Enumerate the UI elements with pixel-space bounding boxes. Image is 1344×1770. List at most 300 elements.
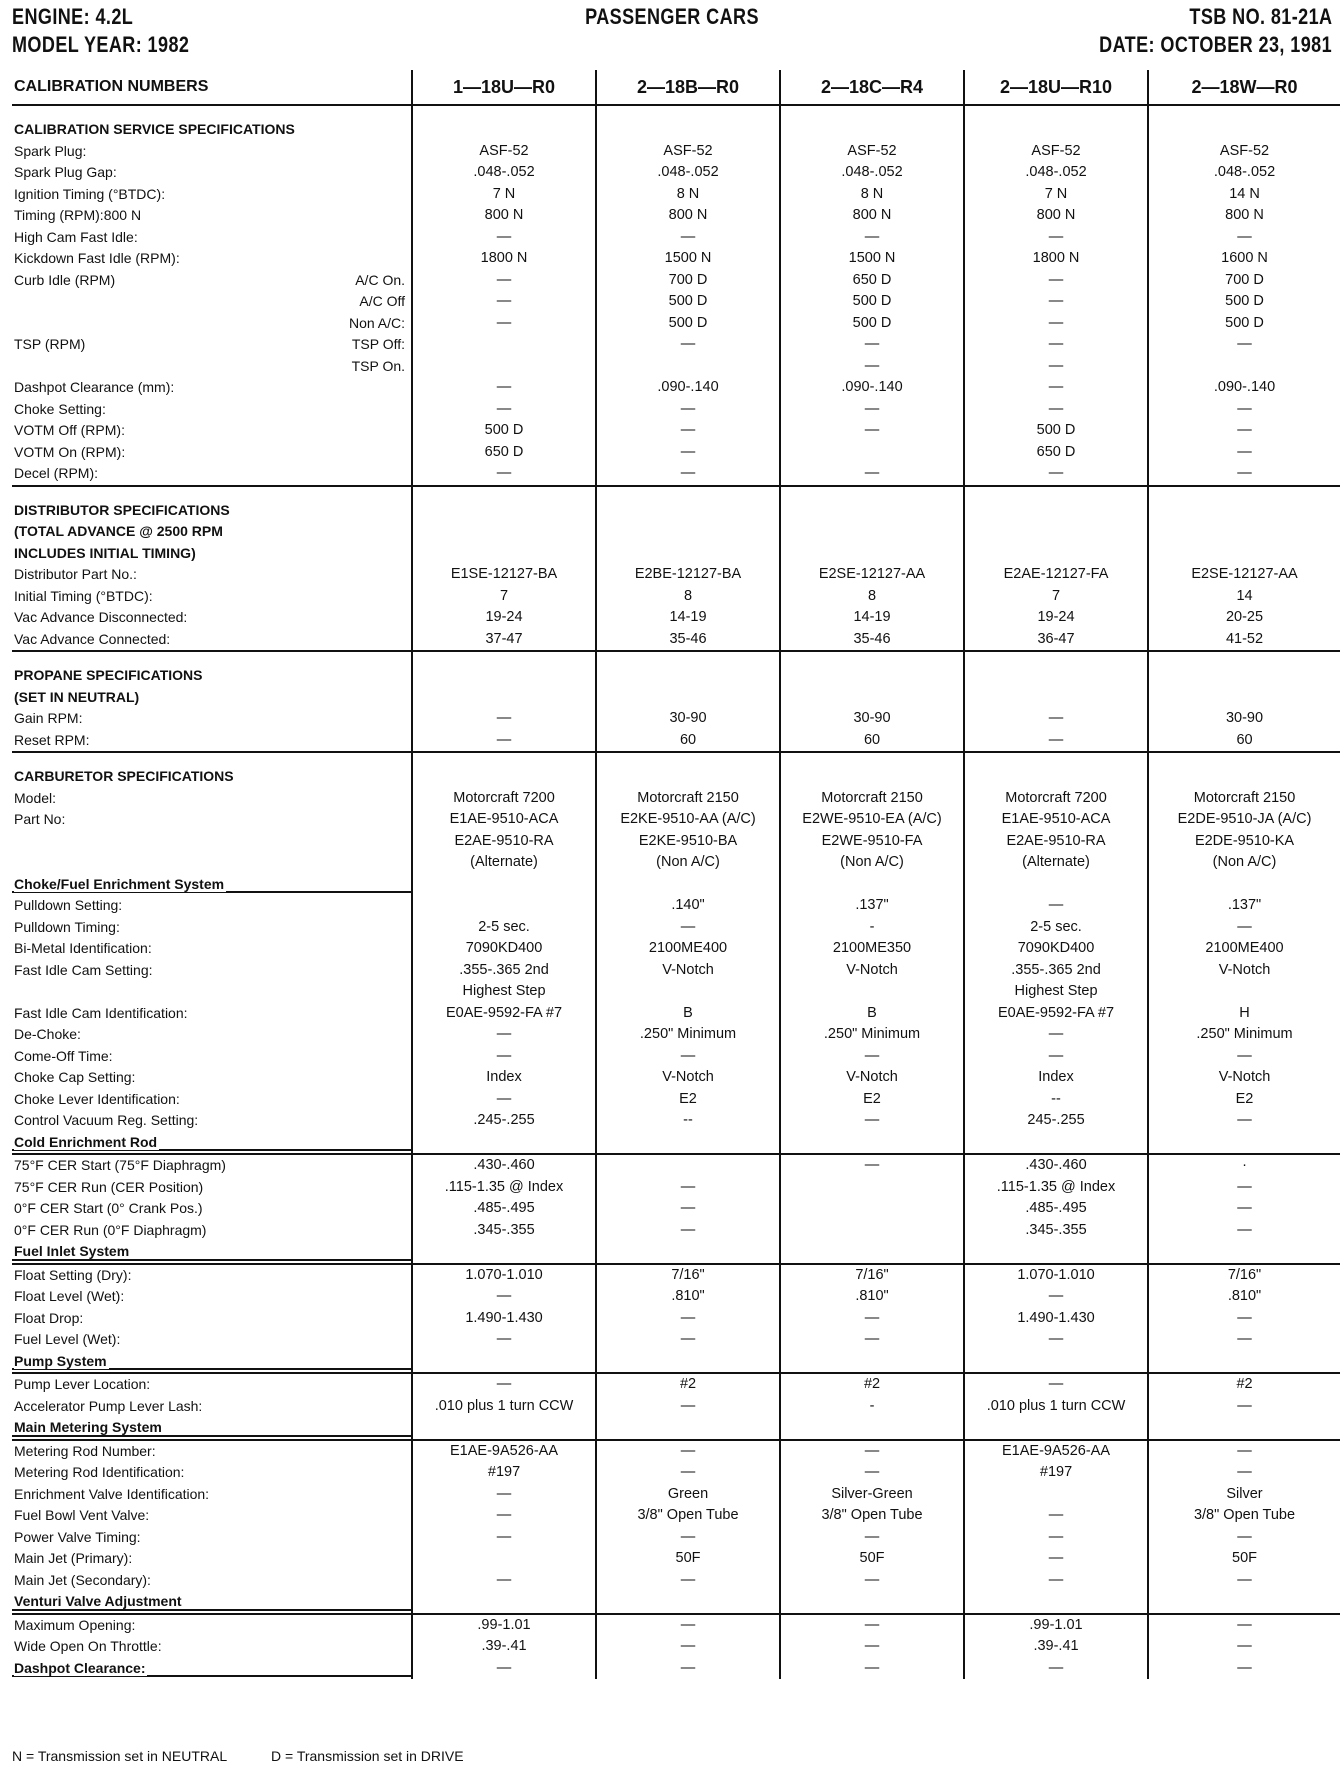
spec-value: [596, 500, 780, 522]
spec-value: —: [780, 1329, 964, 1351]
spec-sublabel: [264, 1329, 412, 1351]
spec-label-text: Fuel Inlet System: [14, 1243, 130, 1259]
spec-label: [12, 665, 412, 687]
spec-label-text: PROPANE SPECIFICATIONS: [14, 667, 203, 683]
spec-value: .250" Minimum: [780, 1024, 964, 1046]
footnote-neutral: N = Transmission set in NEUTRAL: [12, 1748, 228, 1764]
spec-value: —: [1148, 1329, 1340, 1351]
spec-sublabel: [264, 607, 412, 629]
spec-row: [12, 629, 1340, 652]
spec-value: 1500 N: [780, 248, 964, 270]
spec-value: —: [1148, 1046, 1340, 1068]
spec-value: —: [412, 1329, 596, 1351]
spec-label: [12, 708, 264, 730]
spec-sublabel: [264, 1548, 412, 1570]
spec-value: —: [964, 334, 1148, 356]
spec-value: [1148, 1417, 1340, 1440]
spec-label-text: VOTM Off (RPM):: [14, 422, 125, 438]
spec-value: [412, 895, 596, 917]
spec-label-text: Fuel Bowl Vent Valve:: [14, 1507, 150, 1523]
spec-value: 700 D: [596, 270, 780, 292]
spec-value: [412, 334, 596, 356]
spec-label-text: Distributor Part No.:: [14, 566, 137, 582]
spec-value: —: [596, 1177, 780, 1199]
spec-label: [12, 313, 264, 335]
spec-label-text: Ignition Timing (°BTDC):: [14, 185, 166, 202]
spec-value: —: [1148, 1110, 1340, 1132]
spec-label-text: Control Vacuum Reg. Setting:: [14, 1112, 199, 1128]
calibration-numbers-label: CALIBRATION NUMBERS: [12, 70, 412, 105]
spec-value: E2DE-9510-KA: [1148, 831, 1340, 853]
spec-value: Silver-Green: [780, 1484, 964, 1506]
spec-value: E2: [1148, 1089, 1340, 1111]
spec-value: —: [1148, 1198, 1340, 1220]
spec-label-text: Cold Enrichment Rod: [14, 1133, 158, 1150]
spec-value: E1AE-9510-ACA: [964, 809, 1148, 831]
spec-value: —: [1148, 1570, 1340, 1592]
spec-value: [1148, 1351, 1340, 1374]
spec-label-text: Main Jet (Primary):: [14, 1550, 133, 1566]
spec-label: [12, 1527, 264, 1549]
spec-value: —: [596, 1440, 780, 1463]
spec-value: [780, 500, 964, 522]
spec-row: [12, 809, 1340, 831]
spec-label: [12, 1658, 412, 1680]
spec-value: 7/16": [1148, 1264, 1340, 1287]
spec-label-text: Metering Rod Number:: [14, 1442, 156, 1459]
spec-value: 500 D: [964, 420, 1148, 442]
tsb-number: TSB NO. 81-21A: [1188, 4, 1332, 29]
spec-value: [596, 521, 780, 543]
spec-value: —: [1148, 1177, 1340, 1199]
spec-value: 37-47: [412, 629, 596, 652]
spec-sublabel: [264, 852, 412, 874]
spec-value: —: [596, 1636, 780, 1658]
spec-value: [964, 1484, 1148, 1506]
spec-label-text: Dashpot Clearance:: [14, 1659, 146, 1676]
spec-value: 800 N: [1148, 205, 1340, 227]
spec-label: [12, 766, 412, 788]
spacer-cell: [596, 486, 780, 500]
spec-value: 2-5 sec.: [412, 917, 596, 939]
spec-value: .355-.365 2nd: [412, 960, 596, 982]
spec-value: .137": [780, 895, 964, 917]
spec-value: —: [1148, 334, 1340, 356]
spec-label-text: VOTM On (RPM):: [14, 443, 126, 460]
spec-value: —: [412, 313, 596, 335]
spec-value: (Alternate): [964, 852, 1148, 874]
spec-label-text: Choke Lever Identification:: [14, 1090, 180, 1107]
spec-value: E1AE-9A526-AA: [964, 1440, 1148, 1463]
spec-value: —: [780, 1636, 964, 1658]
spec-label: [12, 1220, 264, 1242]
spec-value: [1148, 119, 1340, 141]
spec-sublabel: [264, 1308, 412, 1330]
spec-value: 1.490-1.430: [412, 1308, 596, 1330]
spec-value: —: [780, 227, 964, 249]
spec-value: 245-.255: [964, 1110, 1148, 1132]
spec-label: [12, 917, 264, 939]
spec-value: —: [964, 1046, 1148, 1068]
spec-value: —: [780, 356, 964, 378]
spec-value: [1148, 356, 1340, 378]
spec-value: —: [964, 1373, 1148, 1396]
spec-value: 19-24: [412, 607, 596, 629]
spec-label-text: Dashpot Clearance (mm):: [14, 379, 175, 395]
spec-value: 50F: [1148, 1548, 1340, 1570]
spec-value: [964, 1591, 1148, 1614]
spec-value: —: [964, 399, 1148, 421]
spec-value: —: [964, 270, 1148, 292]
spec-value: ·: [1148, 1154, 1340, 1177]
spec-row: [12, 141, 1340, 163]
spec-value: V-Notch: [596, 960, 780, 982]
section-header-row: [12, 665, 1340, 687]
spec-label-text: Initial Timing (°BTDC):: [14, 587, 153, 604]
spec-label-text: High Cam Fast Idle:: [14, 228, 138, 245]
spec-sublabel: [264, 708, 412, 730]
spec-label: [12, 629, 264, 652]
spec-label-text: Vac Advance Disconnected:: [14, 609, 188, 625]
spec-label-text: Spark Plug:: [14, 142, 87, 159]
spec-value: .090-.140: [596, 377, 780, 399]
spec-value: [780, 119, 964, 141]
spec-value: 14-19: [780, 607, 964, 629]
spec-value: #197: [412, 1462, 596, 1484]
spec-label: [12, 1351, 412, 1374]
spec-sublabel: [264, 1110, 412, 1132]
spec-value: 30-90: [780, 708, 964, 730]
section-header-row: [12, 521, 1340, 543]
spec-label-text: 0°F CER Run (0°F Diaphragm): [14, 1221, 207, 1238]
spacer-cell: [1148, 486, 1340, 500]
spec-value: [412, 119, 596, 141]
spacer-cell: [964, 752, 1148, 766]
spec-value: —: [780, 1614, 964, 1637]
spec-value: E2SE-12127-AA: [1148, 564, 1340, 586]
spec-sublabel: [264, 1198, 412, 1220]
spec-row: [12, 1548, 1340, 1570]
spec-value: Green: [596, 1484, 780, 1506]
spec-value: [412, 521, 596, 543]
spec-value: —: [780, 334, 964, 356]
spacer-cell: [412, 651, 596, 665]
spec-value: 1.070-1.010: [964, 1264, 1148, 1287]
spec-value: [780, 766, 964, 788]
spec-value: —: [964, 895, 1148, 917]
footnote-drive: D = Transmission set in DRIVE: [271, 1748, 464, 1764]
spec-sublabel: [264, 1264, 412, 1287]
spec-label: [12, 377, 264, 399]
spec-value: .010 plus 1 turn CCW: [964, 1396, 1148, 1418]
spec-value: —: [1148, 1658, 1340, 1680]
spec-value: #2: [596, 1373, 780, 1396]
spec-value: [1148, 665, 1340, 687]
spec-sublabel: [264, 184, 412, 206]
spec-row: [12, 1570, 1340, 1592]
spec-value: [1148, 500, 1340, 522]
spec-value: 500 D: [1148, 313, 1340, 335]
section-header-row: [12, 119, 1340, 141]
spec-value: —: [596, 1396, 780, 1418]
spec-value: —: [412, 730, 596, 753]
spacer-cell: [1148, 651, 1340, 665]
spec-value: —: [412, 1505, 596, 1527]
spacer-cell: [12, 105, 412, 119]
spec-value: E2AE-9510-RA: [964, 831, 1148, 853]
spec-value: [412, 766, 596, 788]
spec-row: [12, 788, 1340, 810]
spec-label-text: Accelerator Pump Lever Lash:: [14, 1397, 203, 1414]
spec-value: 800 N: [412, 205, 596, 227]
spec-label-text: Curb Idle (RPM): [14, 271, 116, 288]
specifications-table: [12, 70, 1340, 1679]
footnote: [12, 1748, 504, 1764]
spec-value: 41-52: [1148, 629, 1340, 652]
spec-value: 650 D: [964, 442, 1148, 464]
spec-row: [12, 831, 1340, 853]
spec-value: —: [1148, 1614, 1340, 1637]
spacer-cell: [412, 752, 596, 766]
spec-row: [12, 586, 1340, 608]
spec-value: [596, 543, 780, 565]
spec-label-text: Float Setting (Dry):: [14, 1266, 132, 1283]
spec-value: [964, 874, 1148, 896]
spec-value: ASF-52: [1148, 141, 1340, 163]
spec-value: [964, 766, 1148, 788]
spec-value: [964, 119, 1148, 141]
spec-row: [12, 981, 1340, 1003]
spec-value: [596, 665, 780, 687]
spec-value: 500 D: [1148, 291, 1340, 313]
spec-value: .99-1.01: [964, 1614, 1148, 1637]
spacer-cell: [12, 651, 412, 665]
spec-label: [12, 1548, 264, 1570]
spec-value: 14-19: [596, 607, 780, 629]
spec-value: .245-.255: [412, 1110, 596, 1132]
spec-label-text: 75°F CER Start (75°F Diaphragm): [14, 1157, 226, 1173]
spec-value: Highest Step: [964, 981, 1148, 1003]
spec-value: [1148, 1132, 1340, 1155]
spec-value: —: [780, 1046, 964, 1068]
spec-value: .090-.140: [1148, 377, 1340, 399]
spec-value: —: [780, 1154, 964, 1177]
spec-row: [12, 463, 1340, 486]
spec-value: —: [1148, 399, 1340, 421]
spec-sublabel: TSP On.: [351, 357, 406, 374]
spacer-row: [12, 752, 1340, 766]
spec-sublabel: [264, 895, 412, 917]
spec-row: [12, 895, 1340, 917]
spec-sublabel: [264, 1396, 412, 1418]
spec-value: ASF-52: [780, 141, 964, 163]
spec-value: Motorcraft 2150: [596, 788, 780, 810]
subsection-header-row: [12, 1417, 1340, 1440]
spec-value: E1AE-9510-ACA: [412, 809, 596, 831]
spec-row: [12, 938, 1340, 960]
spec-sublabel: [264, 1570, 412, 1592]
spacer-cell: [964, 486, 1148, 500]
spec-sublabel: [264, 917, 412, 939]
spec-value: B: [780, 1003, 964, 1025]
spec-row: [12, 917, 1340, 939]
spec-value: Motorcraft 2150: [1148, 788, 1340, 810]
spec-value: 60: [780, 730, 964, 753]
spec-value: —: [596, 1198, 780, 1220]
spacer-cell: [780, 651, 964, 665]
spec-label-text: Kickdown Fast Idle (RPM):: [14, 250, 180, 266]
spec-label: [12, 1373, 264, 1396]
spec-value: Silver: [1148, 1484, 1340, 1506]
spec-sublabel: TSP Off:: [351, 336, 406, 352]
spec-sublabel: [264, 1154, 412, 1177]
spec-row: [12, 1067, 1340, 1089]
spec-value: E2WE-9510-FA: [780, 831, 964, 853]
spec-value: E1SE-12127-BA: [412, 564, 596, 586]
spec-sublabel: [264, 442, 412, 464]
spec-value: 500 D: [596, 291, 780, 313]
spec-value: [1148, 521, 1340, 543]
subsection-header-row: [12, 1241, 1340, 1264]
spec-value: [1148, 981, 1340, 1003]
spec-row: [12, 1440, 1340, 1463]
spacer-cell: [12, 752, 412, 766]
spec-value: —: [1148, 1527, 1340, 1549]
spec-value: [596, 874, 780, 896]
spec-value: —: [964, 227, 1148, 249]
spec-value: [964, 1241, 1148, 1264]
spec-label-text: Metering Rod Identification:: [14, 1464, 185, 1480]
spec-sublabel: [264, 1089, 412, 1111]
spec-label: [12, 420, 264, 442]
spec-value: —: [1148, 1636, 1340, 1658]
spec-value: [780, 1198, 964, 1220]
spec-row: [12, 1089, 1340, 1111]
spec-sublabel: [264, 1286, 412, 1308]
spec-label-text: Part No:: [14, 811, 66, 827]
spec-value: 800 N: [780, 205, 964, 227]
spec-row: [12, 1046, 1340, 1068]
spec-sublabel: [264, 629, 412, 652]
spec-label: [12, 334, 264, 356]
spec-value: [412, 356, 596, 378]
subsection-header-row: [12, 874, 1340, 896]
spec-value: —: [596, 399, 780, 421]
spec-label: [12, 1154, 264, 1177]
spec-value: 1800 N: [412, 248, 596, 270]
spec-value: —: [964, 313, 1148, 335]
spec-value: .090-.140: [780, 377, 964, 399]
spec-label: [12, 1462, 264, 1484]
spec-label: [12, 687, 412, 709]
spec-label-text: Maximum Opening:: [14, 1616, 136, 1633]
spec-label: [12, 809, 264, 831]
spec-value: —: [780, 420, 964, 442]
spec-value: —: [1148, 463, 1340, 486]
spec-value: —: [596, 227, 780, 249]
spec-value: [412, 543, 596, 565]
spec-value: 500 D: [412, 420, 596, 442]
spec-label: [12, 1089, 264, 1111]
spec-label: [12, 1132, 412, 1155]
spec-label-text: Choke Setting:: [14, 400, 106, 417]
spec-value: [412, 500, 596, 522]
spacer-cell: [964, 105, 1148, 119]
spec-value: —: [780, 1462, 964, 1484]
spec-row: [12, 1110, 1340, 1132]
section-header-row: [12, 766, 1340, 788]
spec-sublabel: [264, 1614, 412, 1637]
spec-row: [12, 1264, 1340, 1287]
spec-value: [780, 521, 964, 543]
spec-row: [12, 564, 1340, 586]
column-header: 1—18U—R0: [412, 70, 596, 105]
spec-value: 7/16": [596, 1264, 780, 1287]
spec-row: [12, 1308, 1340, 1330]
spec-value: —: [1148, 1308, 1340, 1330]
spec-label: [12, 463, 264, 486]
spec-value: [1148, 543, 1340, 565]
spec-row: [12, 1177, 1340, 1199]
spec-label: [12, 564, 264, 586]
spacer-cell: [780, 486, 964, 500]
spec-value: [412, 1591, 596, 1614]
spec-value: —: [412, 708, 596, 730]
spec-row: [12, 248, 1340, 270]
spec-value: —: [596, 1658, 780, 1680]
spec-value: —: [412, 291, 596, 313]
spec-sublabel: [264, 981, 412, 1003]
spec-sublabel: [264, 1440, 412, 1463]
spec-row: [12, 334, 1340, 356]
spec-value: —: [964, 463, 1148, 486]
spec-row: [12, 1527, 1340, 1549]
spec-value: Motorcraft 7200: [964, 788, 1148, 810]
spec-value: [596, 119, 780, 141]
spec-value: --: [596, 1110, 780, 1132]
spec-value: [1148, 687, 1340, 709]
spec-value: 7: [412, 586, 596, 608]
spec-value: #197: [964, 1462, 1148, 1484]
spec-label: [12, 1396, 264, 1418]
spec-sublabel: A/C On.: [355, 271, 406, 288]
spec-label-text: Reset RPM:: [14, 731, 90, 748]
spec-value: 2-5 sec.: [964, 917, 1148, 939]
spec-value: —: [596, 1046, 780, 1068]
spacer-cell: [412, 105, 596, 119]
spec-value: 3/8" Open Tube: [596, 1505, 780, 1527]
spec-value: —: [596, 1308, 780, 1330]
spec-label: [12, 1614, 264, 1637]
spec-value: .810": [1148, 1286, 1340, 1308]
spec-row: [12, 270, 1340, 292]
column-header: 2—18C—R4: [780, 70, 964, 105]
spec-row: [12, 960, 1340, 982]
spec-value: —: [596, 334, 780, 356]
spec-label: [12, 500, 412, 522]
spec-value: E0AE-9592-FA #7: [964, 1003, 1148, 1025]
spec-value: .115-1.35 @ Index: [412, 1177, 596, 1199]
spec-value: [964, 1417, 1148, 1440]
spec-value: —: [596, 1329, 780, 1351]
spec-value: —: [1148, 442, 1340, 464]
spec-label: [12, 1241, 412, 1264]
spec-value: (Non A/C): [1148, 852, 1340, 874]
spec-value: —: [412, 1046, 596, 1068]
spec-row: [12, 1484, 1340, 1506]
spec-value: 1600 N: [1148, 248, 1340, 270]
spacer-cell: [596, 105, 780, 119]
